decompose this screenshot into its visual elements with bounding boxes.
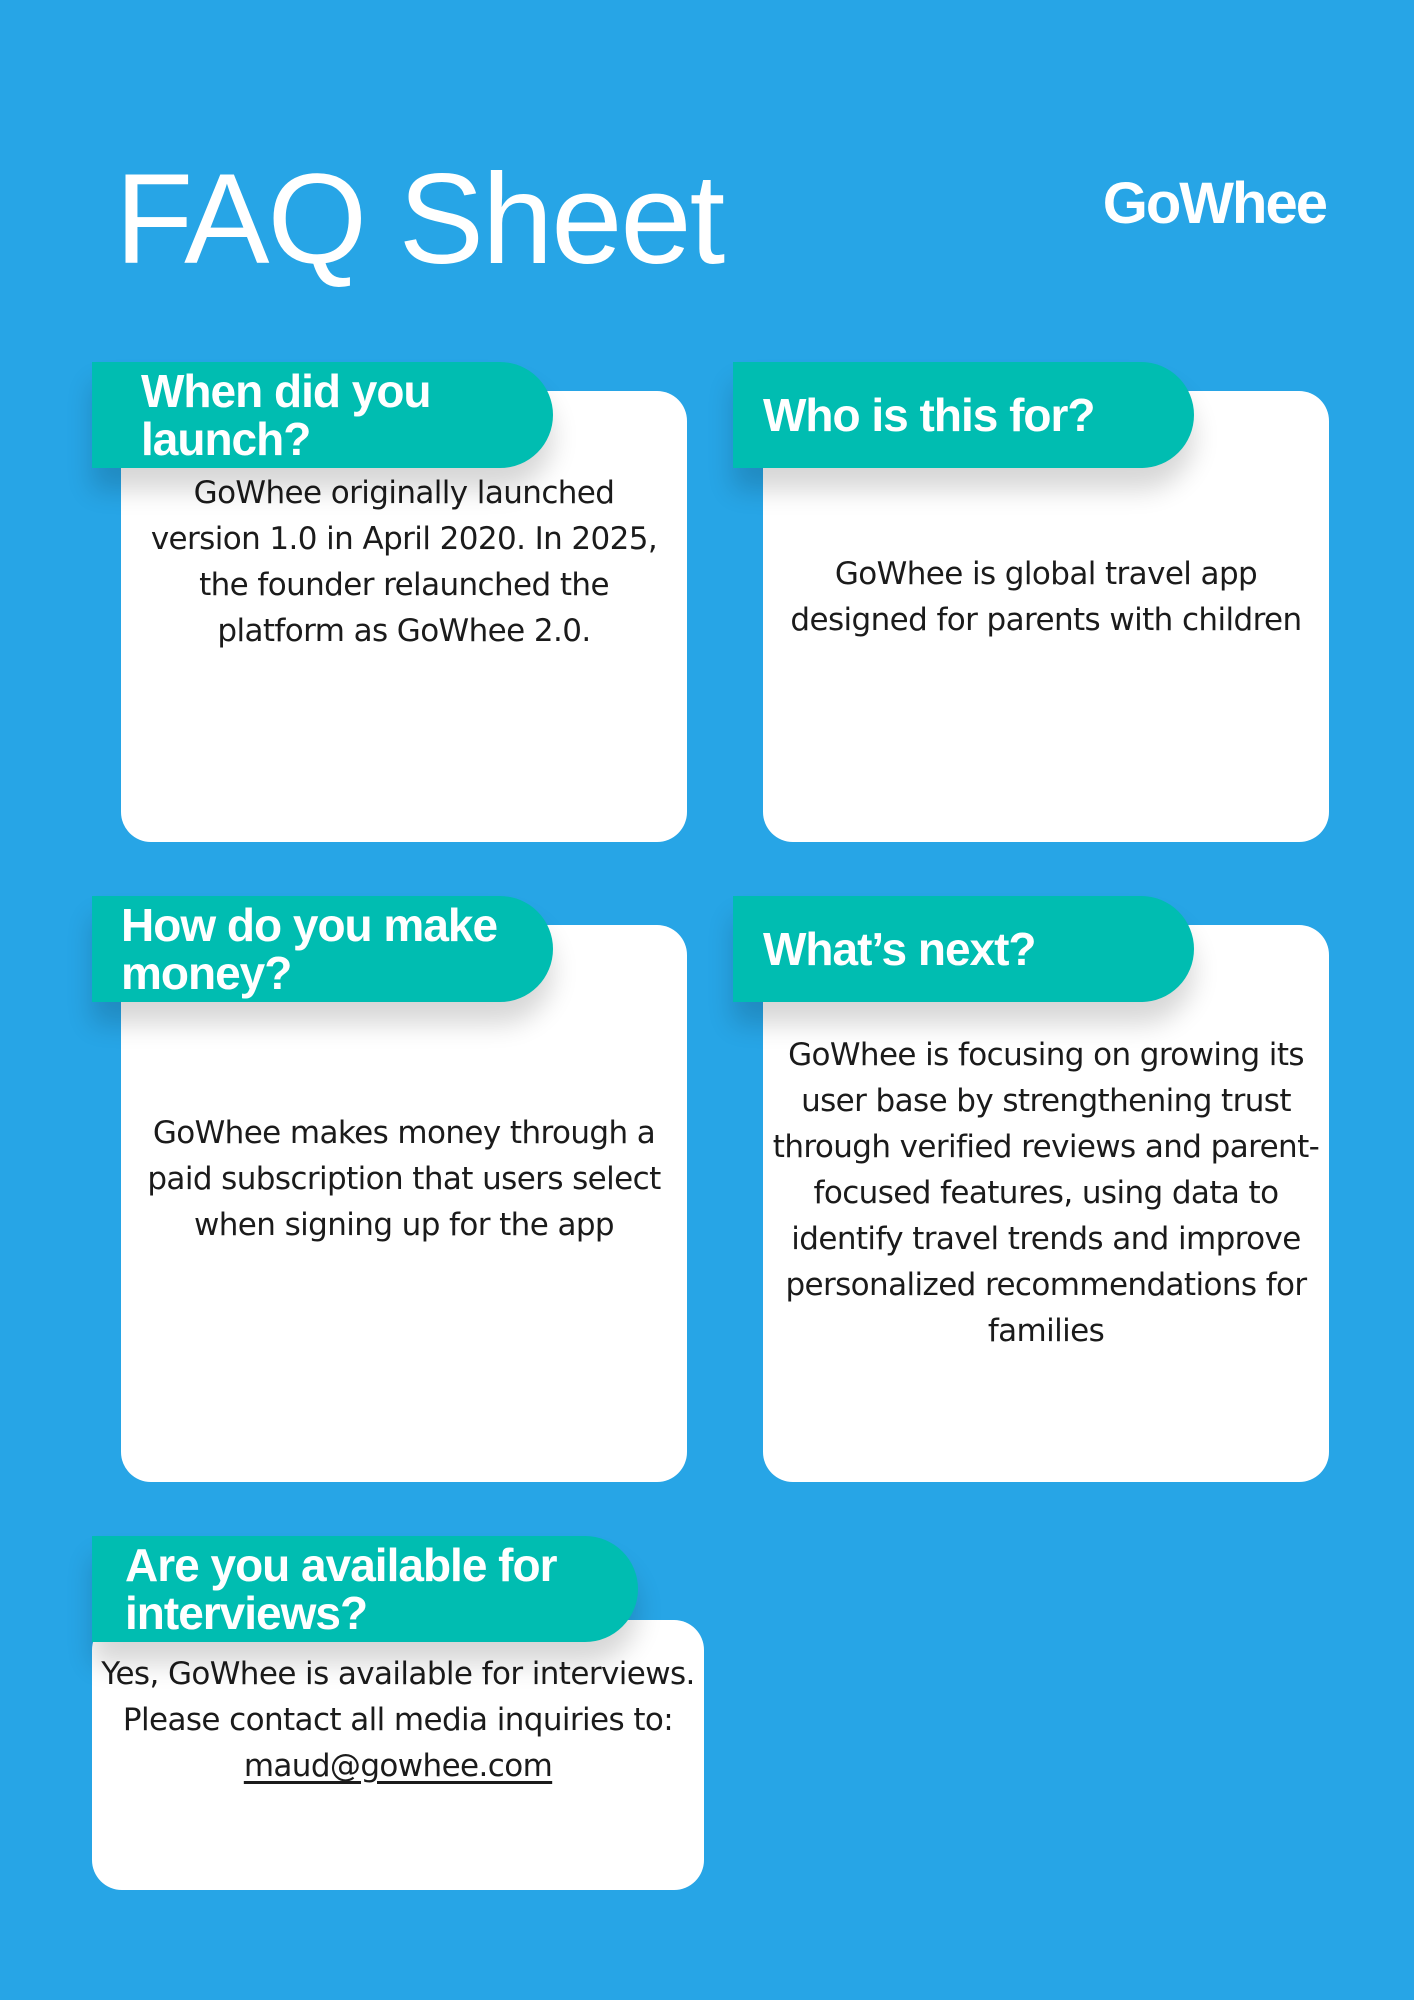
faq-question-launch-line-1: When did you <box>141 365 431 417</box>
page-title: FAQ Sheet <box>115 148 724 291</box>
faq-question-pill-next <box>733 896 1194 1002</box>
brand-logo-text: GoWhee <box>1102 171 1326 236</box>
faq-question-launch-line-2: launch? <box>141 413 311 465</box>
faq-question-pill-launch <box>92 362 553 468</box>
faq-question-revenue <box>121 901 497 997</box>
faq-answer-audience: GoWhee is global travel app designed for parents with children <box>790 555 1302 638</box>
faq-question-launch <box>141 367 431 463</box>
faq-answer-interviews <box>100 1651 696 1789</box>
faq-question-interviews <box>125 1541 557 1637</box>
faq-answer-interviews-text: Yes, GoWhee is available for interviews. Please contact all media inquiries to: <box>101 1656 695 1738</box>
faq-answer-launch: GoWhee originally launched version 1.0 in April 2020. In 2025, the founder relaunched the platform as GoWhee 2.0. <box>150 474 658 649</box>
faq-answer-card-revenue <box>121 925 687 1482</box>
faq-question-interviews-line-1: Are you available for <box>125 1539 557 1591</box>
faq-question-pill-revenue <box>92 896 553 1002</box>
faq-answer-card-next <box>763 925 1329 1482</box>
faq-answer-next: GoWhee is focusing on growing its user base by strengthening trust through verified reviews and parent-focused features, using data to identify travel trends and improve personalized recommendations for families <box>772 1036 1320 1349</box>
faq-question-pill-audience <box>733 362 1194 468</box>
faq-question-revenue-line-1: How do you make <box>121 899 498 951</box>
faq-question-pill-interviews <box>92 1536 638 1642</box>
faq-question-audience: Who is this for? <box>763 389 1095 441</box>
contact-email-link[interactable]: maud@gowhee.com <box>243 1748 553 1784</box>
faq-question-revenue-line-2: money? <box>121 947 292 999</box>
faq-question-interviews-line-2: interviews? <box>125 1587 368 1639</box>
faq-question-next: What’s next? <box>763 923 1036 975</box>
faq-answer-revenue: GoWhee makes money through a paid subscription that users select when signing up for the app <box>147 1114 661 1243</box>
faq-answer-card-interviews <box>92 1620 704 1890</box>
